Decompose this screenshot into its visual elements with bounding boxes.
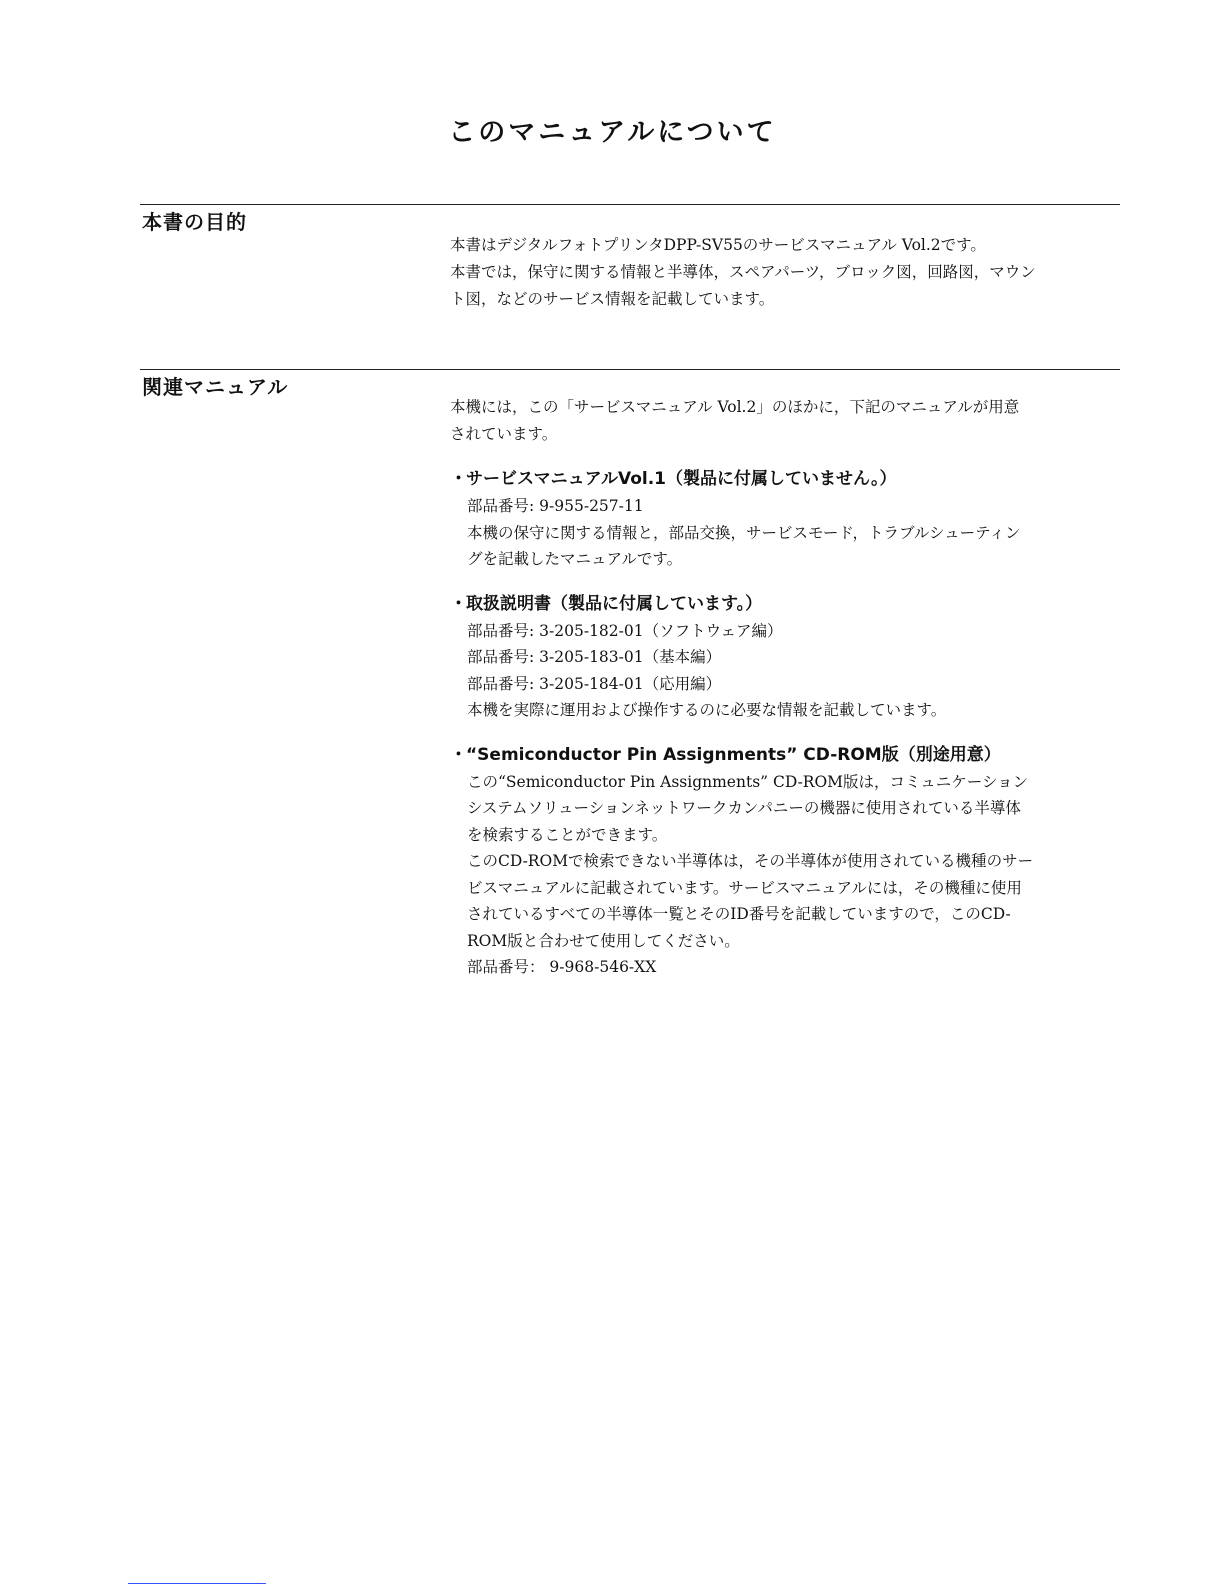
related-rule: [140, 369, 1120, 370]
manual-item-title: [450, 591, 1120, 618]
manual-item-line: 部品番号: 9-955-257-11: [467, 497, 644, 515]
manual-item-line: このCD-ROMで検索できない半導体は，その半導体が使用されている機種のサー: [467, 852, 1034, 870]
manual-item-line: を検索することができます。: [467, 825, 668, 844]
footer-line: [128, 1583, 266, 1584]
purpose-line: 本書はデジタルフォトプリンタDPP-SV55のサービスマニュアル Vol.2です。: [450, 236, 986, 254]
purpose-body: [450, 232, 1120, 313]
purpose-heading: 本書の目的: [142, 210, 247, 234]
manual-item-instructions: [450, 591, 1120, 724]
manual-item-line: ビスマニュアルに記載されています。サービスマニュアルには，その機種に使用: [467, 878, 1022, 897]
manual-item-title: [450, 742, 1120, 769]
manual-item-line: 部品番号: 3-205-182-01（ソフトウェア編）: [467, 621, 783, 640]
manual-item-cdrom: [450, 742, 1120, 981]
manual-item-title: [450, 466, 1120, 493]
related-intro-line: されています。: [450, 425, 558, 443]
page-title: このマニュアルについて: [448, 117, 777, 148]
purpose-rule: [140, 204, 1120, 205]
purpose-line: 本書では，保守に関する情報と半導体，スペアパーツ，ブロック図，回路図，マウン: [450, 263, 1036, 281]
manual-item-line: 本機を実際に運用および操作するのに必要な情報を記載しています。: [467, 701, 947, 719]
manual-item-line: この“Semiconductor Pin Assignments” CD-ROM版は，コミュニケーション: [467, 772, 1029, 791]
bullet-dot: ・: [450, 469, 467, 489]
manual-item-title-text: “Semiconductor Pin Assignments” CD-ROM版（別途用意）: [466, 744, 1001, 765]
bullet-dot: ・: [450, 593, 467, 614]
related-intro-line: 本機には，この「サービスマニュアル Vol.2」のほかに，下記のマニュアルが用意: [450, 398, 1020, 416]
manual-item-title-text: 取扱説明書（製品に付属しています。）: [466, 593, 763, 614]
purpose-line: ト図，などのサービス情報を記載しています。: [450, 290, 775, 308]
bullet-dot: ・: [450, 744, 467, 765]
manual-item-line: ROM版と合わせて使用してください。: [467, 931, 740, 950]
manual-item-line: 部品番号: 3-205-183-01（基本編）: [467, 648, 722, 666]
manual-item-line: グを記載したマニュアルです。: [467, 550, 683, 568]
manual-item-line: 部品番号： 9-968-546-XX: [467, 958, 657, 976]
manual-item-title-text: サービスマニュアルVol.1（製品に付属していません。）: [466, 469, 897, 489]
related-heading: 関連マニュアル: [142, 375, 289, 399]
manual-item-line: 部品番号: 3-205-184-01（応用編）: [467, 674, 722, 693]
manual-item-vol1: [450, 466, 1120, 573]
manual-item-line: 本機の保守に関する情報と，部品交換，サービスモード，トラブルシューティン: [467, 523, 1021, 542]
related-body: [450, 394, 1120, 981]
manual-item-line: システムソリューションネットワークカンパニーの機器に使用されている半導体: [467, 799, 1021, 817]
manual-item-line: されているすべての半導体一覧とそのID番号を記載していますので，このCD-: [467, 905, 1011, 923]
